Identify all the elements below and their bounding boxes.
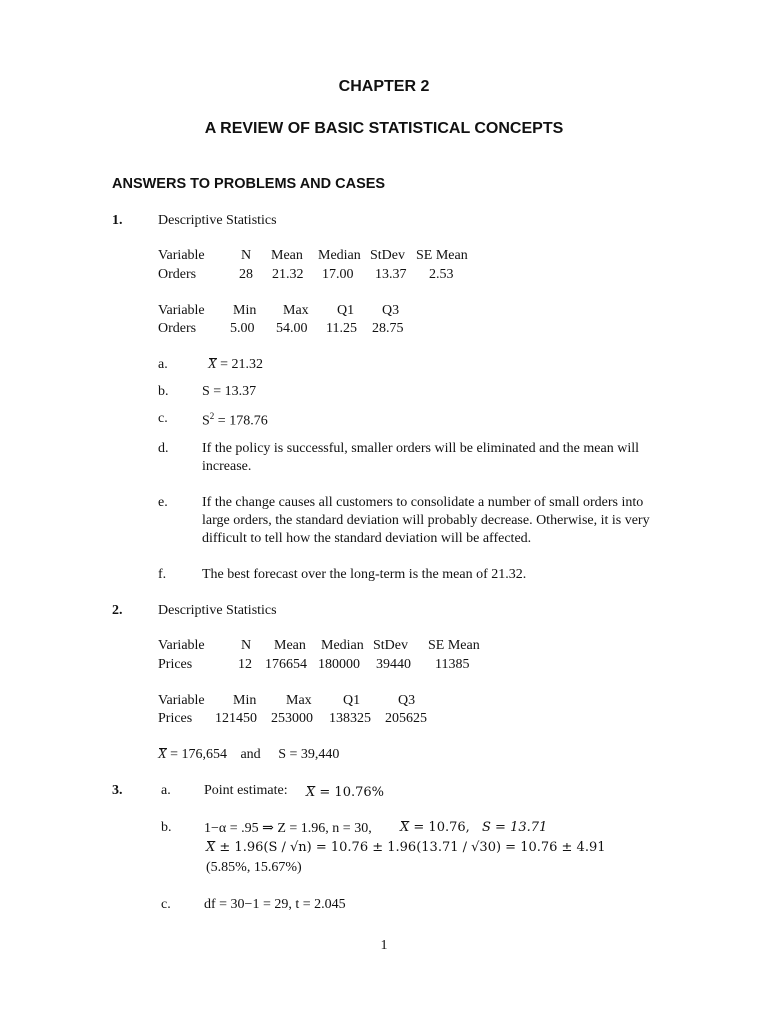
- table-header: Variable: [158, 248, 205, 263]
- table-cell: 176654: [265, 657, 307, 672]
- table-header: SE Mean: [416, 248, 468, 263]
- sample-values: X = 10.76,: [400, 820, 470, 835]
- point-estimate-label: Point estimate:: [204, 783, 288, 798]
- point-estimate-value: X = 10.76%: [306, 785, 384, 800]
- table-cell: 253000: [271, 711, 313, 726]
- item-d-line: If the policy is successful, smaller orders will be eliminated and the mean will: [202, 441, 639, 456]
- chapter-heading: CHAPTER 2: [338, 78, 430, 95]
- item-letter: b.: [161, 820, 172, 835]
- table-header: Variable: [158, 638, 205, 653]
- table-cell: 39440: [376, 657, 411, 672]
- confidence-setup: 1−α = .95 ⇒ Z = 1.96, n = 30,: [204, 821, 372, 836]
- item-letter: c.: [161, 897, 171, 912]
- item-f-text: The best forecast over the long-term is the mean of 21.32.: [202, 567, 527, 582]
- item-letter: c.: [158, 411, 168, 426]
- problem-2-number: 2.: [112, 603, 123, 618]
- table-header: Max: [283, 303, 309, 318]
- item-e-line: difficult to tell how the standard deviation will be affected.: [202, 531, 532, 546]
- section-heading: ANSWERS TO PROBLEMS AND CASES: [112, 176, 386, 192]
- table-header: N: [241, 248, 252, 263]
- item-letter: a.: [161, 783, 171, 798]
- table-header: Min: [233, 303, 257, 318]
- table-header: Variable: [158, 303, 205, 318]
- table-cell: 28: [239, 267, 253, 282]
- sample-s: S = 13.71: [482, 820, 548, 835]
- table-header: Q3: [398, 693, 416, 708]
- table-cell: Prices: [158, 711, 193, 726]
- table-cell: 138325: [329, 711, 371, 726]
- x-bar-symbol: X: [208, 357, 217, 372]
- table-cell: 2.53: [429, 267, 454, 282]
- table-cell: Orders: [158, 267, 197, 282]
- table-cell: Orders: [158, 321, 197, 336]
- table-header: Q1: [343, 693, 361, 708]
- table-header: Min: [233, 693, 257, 708]
- item-c-text: $S^2 = 178.76$: [202, 411, 268, 429]
- table-header: StDev: [370, 248, 405, 263]
- problem-2-label: Descriptive Statistics: [158, 603, 277, 618]
- table-cell: 11385: [435, 657, 470, 672]
- table-header: Max: [286, 693, 312, 708]
- table-cell: 121450: [215, 711, 257, 726]
- item-letter: e.: [158, 495, 168, 510]
- table-header: Median: [318, 248, 361, 263]
- table-header: Q3: [382, 303, 400, 318]
- table-cell: 180000: [318, 657, 360, 672]
- table-header: Mean: [271, 248, 303, 263]
- table-header: SE Mean: [428, 638, 480, 653]
- item-e-line: If the change causes all customers to consolidate a number of small orders into: [202, 495, 644, 510]
- table-cell: 13.37: [375, 267, 407, 282]
- table-cell: Prices: [158, 657, 193, 672]
- table-cell: 12: [238, 657, 252, 672]
- table-header: Variable: [158, 693, 205, 708]
- item-d-line: increase.: [202, 459, 252, 474]
- page-number: 1: [380, 938, 388, 953]
- confidence-formula: X ± 1.96(S / √n) = 10.76 ± 1.96(13.71 / √30) = 10.76 ± 4.91: [206, 840, 606, 855]
- table-cell: 28.75: [372, 321, 404, 336]
- item-letter: a.: [158, 357, 168, 372]
- table-cell: 5.00: [230, 321, 255, 336]
- table-header: Mean: [274, 638, 306, 653]
- item-e-line: large orders, the standard deviation will probably decrease. Otherwise, it is very: [202, 513, 650, 528]
- problem-2-summary: X = 176,654 and S = 39,440: [158, 747, 340, 762]
- degrees-of-freedom: df = 30−1 = 29, t = 2.045: [204, 897, 346, 912]
- table-header: StDev: [373, 638, 408, 653]
- table-cell: 11.25: [326, 321, 357, 336]
- table-cell: 21.32: [272, 267, 304, 282]
- x-bar-symbol: X: [158, 747, 167, 762]
- item-letter: f.: [158, 567, 167, 582]
- confidence-interval: (5.85%, 15.67%): [206, 860, 302, 875]
- item-a-text: X = 21.32: [208, 357, 263, 372]
- item-letter: d.: [158, 441, 169, 456]
- item-letter: b.: [158, 384, 169, 399]
- table-header: N: [241, 638, 252, 653]
- table-cell: 205625: [385, 711, 427, 726]
- table-cell: 17.00: [322, 267, 354, 282]
- table-header: Q1: [337, 303, 355, 318]
- table-cell: 54.00: [276, 321, 308, 336]
- x-bar-symbol: X: [400, 820, 410, 835]
- page-title: A REVIEW OF BASIC STATISTICAL CONCEPTS: [204, 120, 564, 137]
- item-b-text: S = 13.37: [202, 384, 257, 399]
- table-header: Median: [321, 638, 364, 653]
- problem-1-number: 1.: [112, 213, 123, 228]
- problem-1-label: Descriptive Statistics: [158, 213, 277, 228]
- problem-3-number: 3.: [112, 783, 123, 798]
